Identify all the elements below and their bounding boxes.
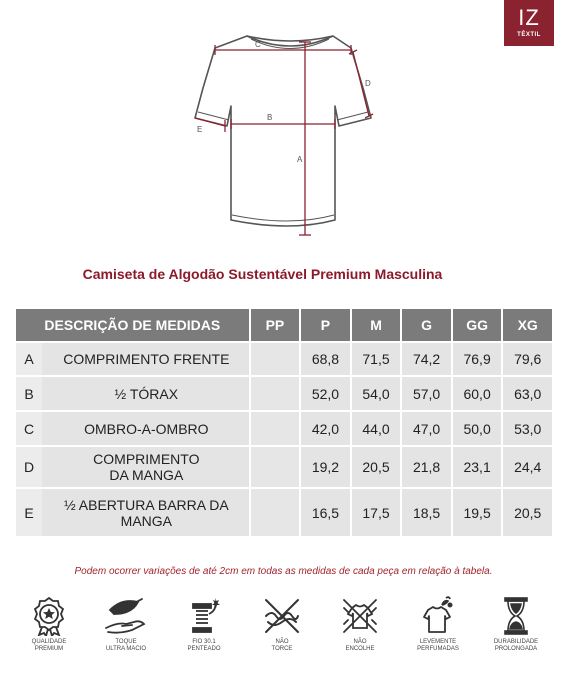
- feature-label-line1: QUALIDADE: [31, 639, 67, 645]
- row-desc-cell: [16, 447, 249, 487]
- feature-label-line2: PROLONGADA: [494, 646, 538, 652]
- label-d: D: [365, 79, 371, 88]
- cell-gg: 23,1: [453, 447, 502, 487]
- table-row: [16, 343, 552, 375]
- label-c: C: [255, 40, 261, 49]
- feature-label-line2: ULTRA MACIO: [105, 646, 147, 652]
- row-description: ½ TÓRAX: [44, 377, 249, 410]
- cell-g: 74,2: [402, 343, 451, 375]
- row-desc-cell: [16, 343, 249, 375]
- cell-m: 17,5: [352, 489, 401, 536]
- row-id: B: [16, 377, 42, 410]
- feature-label-line1: NÃO: [353, 639, 367, 645]
- cell-pp: [251, 447, 300, 487]
- cell-pp: [251, 489, 300, 536]
- feather-hand-icon: [104, 596, 148, 636]
- header-size-xg: XG: [503, 309, 552, 341]
- label-b: B: [267, 113, 273, 122]
- cell-g: 47,0: [402, 412, 451, 445]
- feature-combed-yarn: [169, 596, 239, 653]
- row-id: A: [16, 343, 42, 375]
- row-id: C: [16, 412, 42, 445]
- row-description: OMBRO-A-OMBRO: [44, 412, 249, 445]
- cell-p: 16,5: [301, 489, 350, 536]
- header-size-p: P: [301, 309, 350, 341]
- cell-xg: 24,4: [503, 447, 552, 487]
- size-table: [14, 307, 554, 538]
- hourglass-icon: [499, 596, 533, 636]
- row-description: COMPRIMENTO FRENTE: [44, 343, 249, 375]
- feature-label-line1: NÃO: [275, 639, 289, 645]
- feature-no-wring: [247, 596, 317, 653]
- table-row: [16, 412, 552, 445]
- cell-p: 68,8: [301, 343, 350, 375]
- table-header-row: [16, 309, 552, 341]
- row-desc-cell: [16, 412, 249, 445]
- header-size-pp: PP: [251, 309, 300, 341]
- cell-xg: 20,5: [503, 489, 552, 536]
- disclaimer-text: Podem ocorrer variações de até 2cm em todas as medidas de cada peça em relação à tabela.: [74, 566, 493, 577]
- label-a: A: [297, 155, 303, 164]
- feature-label-line1: DURABILIDADE: [493, 639, 539, 645]
- brand-logo: [504, 0, 554, 46]
- row-desc-cell: [16, 489, 249, 536]
- row-id: E: [16, 489, 42, 536]
- thread-spool-icon: [187, 596, 221, 636]
- label-e: E: [197, 125, 203, 134]
- product-title-text: Camiseta de Algodão Sustentável Premium Masculina: [82, 266, 443, 282]
- cell-xg: 63,0: [503, 377, 552, 410]
- feature-soft-touch: [91, 596, 161, 653]
- header-size-m: M: [352, 309, 401, 341]
- cell-gg: 50,0: [453, 412, 502, 445]
- quality-badge-icon: [32, 596, 66, 636]
- header-size-gg: GG: [453, 309, 502, 341]
- feature-label-line2: PENTEADO: [187, 646, 221, 652]
- cell-xg: 79,6: [503, 343, 552, 375]
- feature-label-line1: TOQUE: [115, 639, 137, 645]
- cell-p: 42,0: [301, 412, 350, 445]
- table-row: [16, 377, 552, 410]
- logo-sub-text: TÊXTIL: [517, 32, 541, 38]
- row-id: D: [16, 447, 42, 487]
- feature-label-line2: PERFUMADAS: [417, 646, 459, 652]
- cell-m: 71,5: [352, 343, 401, 375]
- perfumed-shirt-icon: [418, 596, 458, 636]
- feature-label-line1: LEVEMENTE: [419, 639, 457, 645]
- cell-p: 52,0: [301, 377, 350, 410]
- cell-gg: 76,9: [453, 343, 502, 375]
- cell-m: 54,0: [352, 377, 401, 410]
- row-description: ½ ABERTURA BARRA DA MANGA: [44, 489, 249, 536]
- no-shrink-icon: [340, 596, 380, 636]
- cell-pp: [251, 343, 300, 375]
- feature-label-line2: TORCE: [271, 646, 293, 652]
- feature-label-line2: PREMIUM: [34, 646, 64, 652]
- cell-g: 57,0: [402, 377, 451, 410]
- cell-gg: 60,0: [453, 377, 502, 410]
- table-row: [16, 447, 552, 487]
- feature-label-line2: ENCOLHE: [345, 646, 375, 652]
- cell-pp: [251, 377, 300, 410]
- logo-main-text: IZ: [518, 5, 540, 30]
- tshirt-measurement-diagram: [185, 20, 395, 245]
- no-wring-icon: [262, 596, 302, 636]
- cell-gg: 19,5: [453, 489, 502, 536]
- header-description: DESCRIÇÃO DE MEDIDAS: [16, 309, 249, 341]
- cell-pp: [251, 412, 300, 445]
- table-row: [16, 489, 552, 536]
- cell-m: 20,5: [352, 447, 401, 487]
- feature-no-shrink: [325, 596, 395, 653]
- feature-label-line1: FIO 30.1: [192, 639, 216, 645]
- cell-g: 18,5: [402, 489, 451, 536]
- feature-quality: [14, 596, 84, 653]
- feature-perfumed: [403, 596, 473, 653]
- header-size-g: G: [402, 309, 451, 341]
- feature-durability: [481, 596, 551, 653]
- cell-g: 21,8: [402, 447, 451, 487]
- feature-icons-row: [14, 596, 559, 666]
- product-title: [0, 266, 567, 282]
- cell-p: 19,2: [301, 447, 350, 487]
- cell-m: 44,0: [352, 412, 401, 445]
- row-description: COMPRIMENTO DA MANGA: [44, 447, 249, 487]
- cell-xg: 53,0: [503, 412, 552, 445]
- row-desc-cell: [16, 377, 249, 410]
